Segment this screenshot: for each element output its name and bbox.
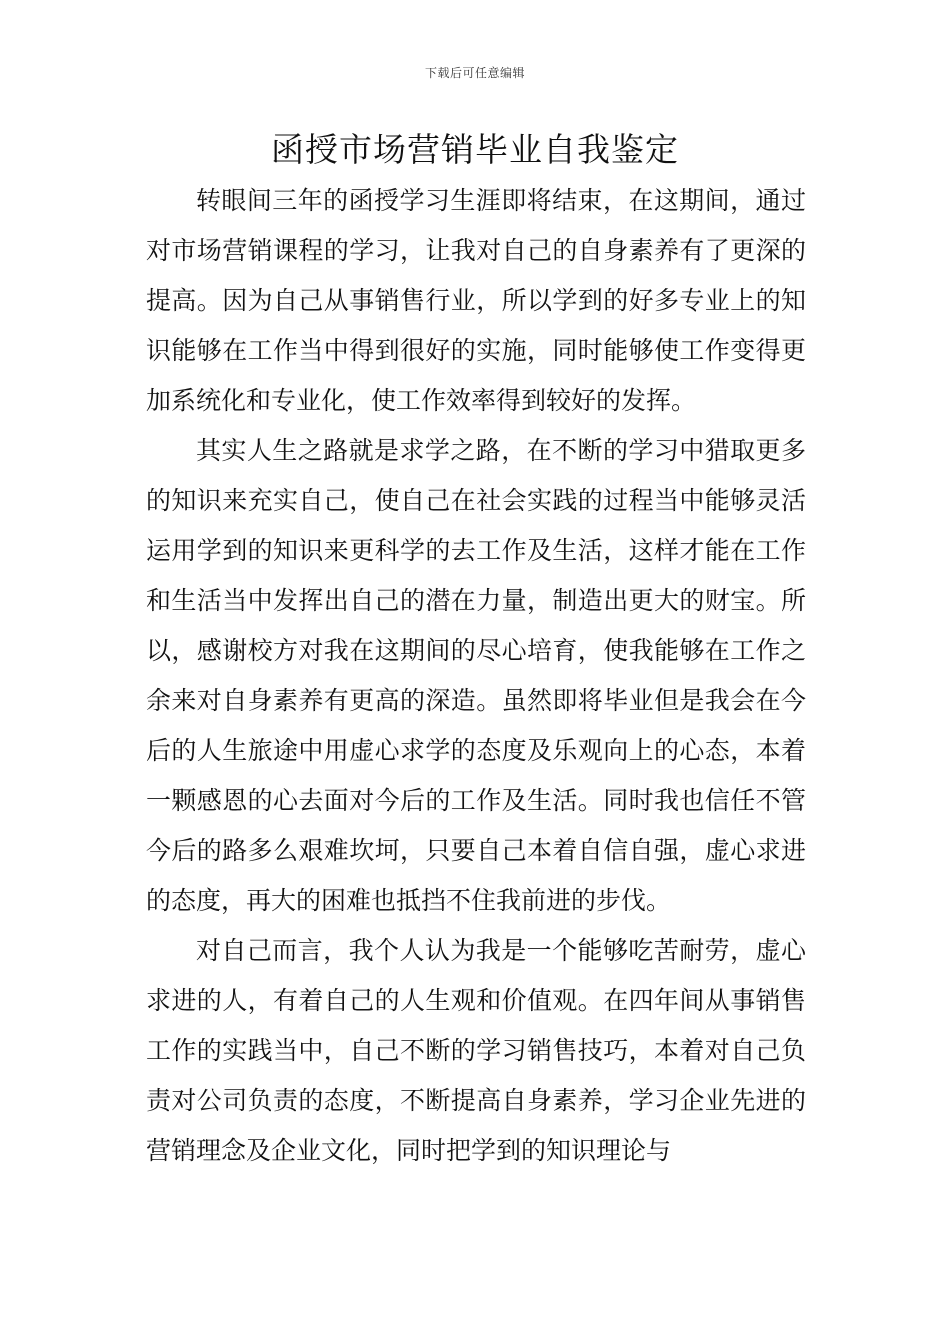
paragraph-3: 对自己而言，我个人认为我是一个能够吃苦耐劳，虚心求进的人，有着自己的人生观和价值观。在四年间从事销售工作的实践当中，自己不断的学习销售技巧，本着对自己负责对公司负责的态度，不断提高自身素养，学习企业先进的营销理念及企业文化，同时把学到的知识理论与 <box>146 936 806 1165</box>
paragraph-2: 其实人生之路就是求学之路，在不断的学习中猎取更多的知识来充实自己，使自己在社会实践的过程当中能够灵活运用学到的知识来更科学的去工作及生活，这样才能在工作和生活当中发挥出自己的潜在力量，制造出更大的财宝。所以，感谢校方对我在这期间的尽心培育，使我能够在工作之余来对自身素养有更高的深造。虽然即将毕业但是我会在今后的人生旅途中用虚心求学的态度及乐观向上的心态，本着一颗感恩的心去面对今后的工作及生活。同时我也信任不管今后的路多么艰难坎坷，只要自己本着自信自强，虚心求进的态度，再大的困难也抵挡不住我前进的步伐。 <box>146 436 806 915</box>
document-title: 函授市场营销毕业自我鉴定 <box>271 130 679 169</box>
page-header: 下载后可任意编辑 <box>424 66 525 80</box>
document-body <box>146 176 806 1176</box>
paragraph-1: 转眼间三年的函授学习生涯即将结束，在这期间，通过对市场营销课程的学习，让我对自己的自身素养有了更深的提高。因为自己从事销售行业，所以学到的好多专业上的知识能够在工作当中得到很好的实施，同时能够使工作变得更加系统化和专业化，使工作效率得到较好的发挥。 <box>146 186 806 415</box>
